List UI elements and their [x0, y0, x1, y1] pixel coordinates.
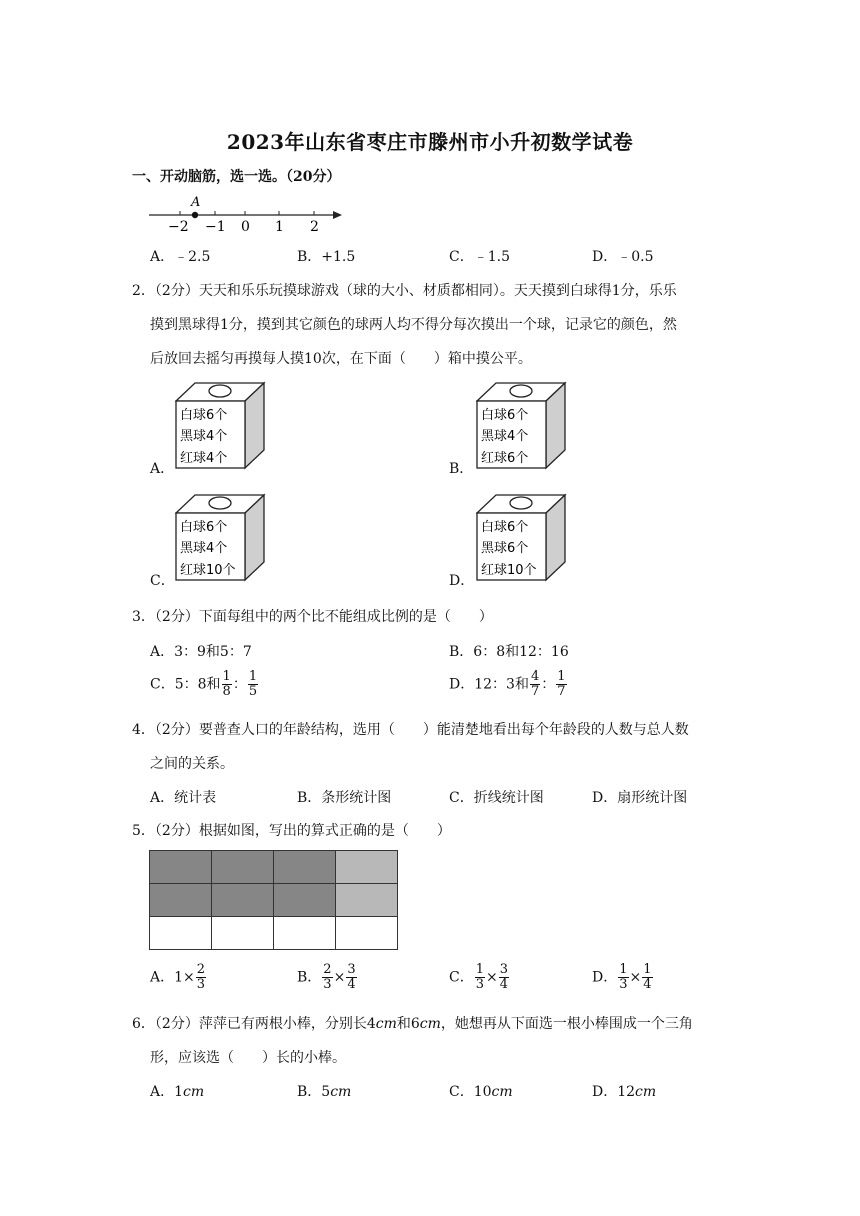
ratio-sign: ： [541, 676, 556, 693]
grid-cell [274, 917, 336, 950]
option-text: A．1× [150, 969, 195, 986]
q6-option-a[interactable]: A．1cm [150, 1084, 205, 1100]
q2-stem-line: 2．（2分）天天和乐乐玩摸球游戏（球的大小、材质都相同）。天天摸到白球得1分，乐乐 [132, 283, 677, 299]
q1-option-a[interactable]: A．﹣2.5 [150, 249, 211, 265]
q5-option-a[interactable] [150, 963, 207, 992]
box-row: 白球6个 [180, 408, 228, 423]
box-row: 红球10个 [481, 563, 537, 578]
q2-box-c[interactable] [175, 493, 267, 583]
grid-cell [150, 851, 212, 884]
q2-stem-line: 后放回去摇匀再摸每人摸10次，在下面（ ）箱中摸公平。 [150, 351, 532, 367]
box-row: 白球6个 [481, 408, 529, 423]
grid-cell [212, 917, 274, 950]
q6-stem-line: 形，应该选（ ）长的小棒。 [150, 1050, 346, 1066]
q4-option-b[interactable]: B．条形统计图 [297, 790, 392, 806]
q2-option-b-letter[interactable]: B． [449, 461, 474, 477]
q3-option-b[interactable]: B．6：8和12：16 [449, 644, 569, 660]
fraction: $\frac{1}{7}$ [557, 669, 566, 699]
box-row: 红球6个 [481, 451, 529, 466]
box-row: 白球6个 [180, 520, 228, 535]
box-row: 白球6个 [481, 520, 529, 535]
q5-option-d[interactable] [592, 963, 654, 992]
box-row: 黑球4个 [180, 429, 228, 444]
option-text: D． [592, 969, 618, 986]
q3-stem: 3．（2分）下面每组中的两个比不能组成比例的是（ ） [132, 609, 493, 625]
point-a-label: A [191, 195, 201, 210]
times-sign: × [629, 969, 642, 986]
tick-label: −1 [205, 219, 226, 234]
grid-cell [274, 884, 336, 917]
tick-label: 2 [310, 219, 319, 234]
q1-option-c[interactable]: C．﹣1.5 [449, 249, 510, 265]
q3-option-a[interactable]: A．3：9和5：7 [150, 644, 252, 660]
grid-cell [212, 884, 274, 917]
q4-option-a[interactable]: A．统计表 [150, 790, 217, 806]
fraction: $\frac{3}{4}$ [347, 962, 356, 992]
q2-stem-line: 摸到黑球得1分，摸到其它颜色的球两人均不得分每次摸出一个球，记录它的颜色，然 [150, 317, 677, 333]
point-a [192, 212, 198, 218]
fraction: $\frac{1}{5}$ [248, 669, 258, 699]
fraction: $\frac{1}{3}$ [475, 962, 484, 992]
box-row: 黑球6个 [481, 541, 529, 556]
grid-cell [150, 884, 212, 917]
option-text: D．12：3和 [449, 676, 529, 693]
box-slot [209, 497, 231, 509]
grid-cell [336, 917, 398, 950]
q6-stem-line: 6．（2分）萍萍已有两根小棒，分别长4cm和6cm，她想再从下面选一根小棒围成一个三角 [132, 1016, 693, 1032]
option-text: C． [449, 969, 474, 986]
fraction: $\frac{1}{4}$ [643, 962, 652, 992]
q5-option-b[interactable] [297, 963, 358, 992]
q2-option-d-letter[interactable]: D． [449, 573, 475, 589]
section-heading: 一、开动脑筋，选一选。（20分） [132, 169, 341, 185]
fraction: $\frac{1}{8}$ [222, 669, 231, 699]
box-slot [510, 497, 532, 509]
box-row: 红球4个 [180, 451, 228, 466]
page-title: 2023年山东省枣庄市滕州市小升初数学试卷 [226, 130, 634, 154]
q4-stem-line: 之间的关系。 [150, 756, 234, 772]
q6-option-d[interactable]: D．12cm [592, 1084, 657, 1100]
ratio-sign: ： [232, 676, 247, 693]
q5-stem: 5．（2分）根据如图，写出的算式正确的是（ ） [132, 823, 451, 839]
q2-box-a[interactable] [175, 381, 267, 471]
grid-cell [212, 851, 274, 884]
q5-option-c[interactable] [449, 963, 510, 992]
times-sign: × [333, 969, 346, 986]
q6-option-c[interactable]: C．10cm [449, 1084, 513, 1100]
times-sign: × [486, 969, 498, 986]
fraction: $\frac{1}{3}$ [619, 962, 628, 992]
grid-cell [274, 851, 336, 884]
tick-label: 0 [241, 219, 250, 234]
fraction: $\frac{2}{3}$ [323, 962, 332, 992]
option-text: B． [297, 969, 322, 986]
box-row: 红球10个 [180, 563, 236, 578]
q6-option-b[interactable]: B．5cm [297, 1084, 352, 1100]
box-slot [510, 385, 532, 397]
fraction: $\frac{3}{4}$ [499, 962, 509, 992]
q1-option-b[interactable]: B．+1.5 [297, 249, 356, 265]
option-text: C．5：8和 [150, 676, 221, 693]
number-line [146, 194, 346, 234]
q3-option-c[interactable] [150, 670, 259, 699]
tick-label: 1 [275, 219, 284, 234]
grid-cell [336, 884, 398, 917]
fraction-grid [149, 850, 398, 950]
grid-cell [150, 917, 212, 950]
q4-option-d[interactable]: D．扇形统计图 [592, 790, 688, 806]
q2-box-d[interactable] [476, 493, 568, 583]
q2-option-c-letter[interactable]: C． [150, 573, 175, 589]
q4-stem-line: 4．（2分）要普查人口的年龄结构，选用（ ）能清楚地看出每个年龄段的人数与总人数 [132, 722, 689, 738]
q2-option-a-letter[interactable]: A． [150, 461, 175, 477]
box-row: 黑球4个 [180, 541, 228, 556]
q3-option-d[interactable] [449, 670, 568, 699]
tick-label: −2 [168, 219, 189, 234]
fraction: $\frac{4}{7}$ [530, 669, 540, 699]
q1-option-d[interactable]: D．﹣0.5 [592, 249, 654, 265]
box-row: 黑球4个 [481, 429, 529, 444]
box-slot [209, 385, 231, 397]
q2-box-b[interactable] [476, 381, 568, 471]
q4-option-c[interactable]: C．折线统计图 [449, 790, 544, 806]
fraction: $\frac{2}{3}$ [196, 962, 206, 992]
grid-cell [336, 851, 398, 884]
